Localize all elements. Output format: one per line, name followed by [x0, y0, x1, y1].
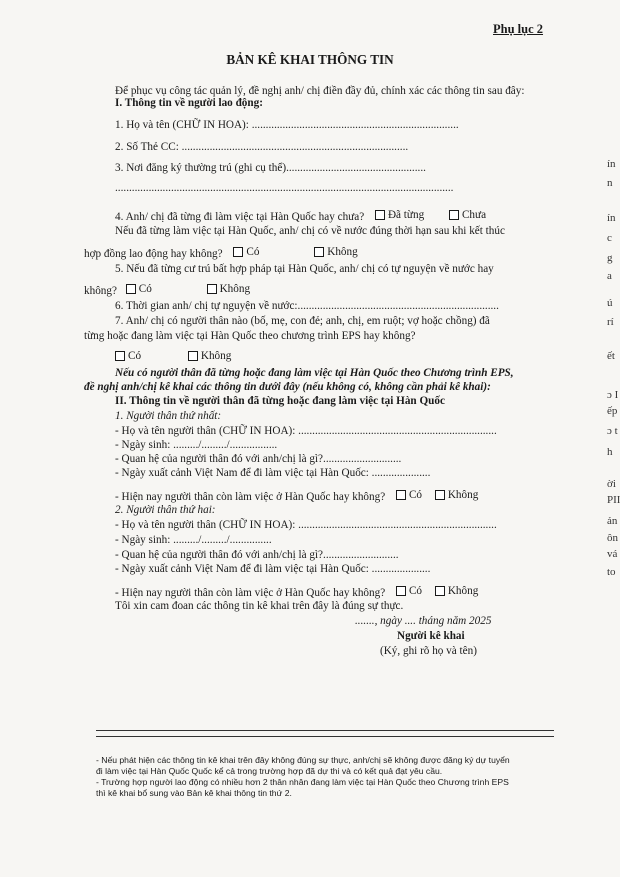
relative1-option-yes[interactable]: Có [396, 488, 422, 502]
relative2-still-working: - Hiện nay người thân còn làm việc ở Hàn Quốc hay không? Có Không [115, 585, 479, 599]
edge-fragment: ín [607, 212, 616, 224]
edge-fragment: ời [607, 478, 616, 490]
edge-fragment: rí [607, 316, 614, 328]
edge-fragment: ếp [607, 405, 618, 417]
footnote-divider [96, 736, 554, 737]
q4-option-no[interactable]: Chưa [449, 208, 486, 222]
checkbox[interactable] [435, 490, 445, 500]
form-title: BẢN KÊ KHAI THÔNG TIN [226, 52, 394, 67]
relative1-dob-field[interactable]: - Ngày sinh: ........./........./................. [115, 439, 278, 451]
q6-return-time-field[interactable]: 6. Thời gian anh/ chị tự nguyện về nước:........................................................................ [115, 300, 499, 312]
edge-fragment: n [607, 177, 613, 189]
note-line1: Nếu có người thân đã từng hoặc đang làm việc tại Hàn Quốc theo Chương trình EPS, [115, 367, 514, 379]
footnote-line3: - Trường hợp người lao động có nhiều hơn 2 thân nhân đang làm việc tại Hàn Quốc theo Chương trình EPS [96, 777, 509, 787]
id-card-field[interactable]: 2. Số Thẻ CC: ................................................................................. [115, 141, 409, 153]
checkbox[interactable] [375, 210, 385, 220]
edge-fragment: ɔ t [607, 425, 618, 437]
edge-fragment: h [607, 446, 613, 458]
relative1-relation-field[interactable]: - Quan hệ của người thân đó với anh/chị là gì?............................ [115, 453, 402, 465]
relative1-label: 1. Người thân thứ nhất: [115, 410, 222, 422]
section2-heading: II. Thông tin về người thân đã từng hoặc đang làm việc tại Hàn Quốc [115, 395, 445, 407]
checkbox[interactable] [435, 586, 445, 596]
edge-fragment: ín [607, 158, 616, 170]
appendix-label: Phụ lục 2 [493, 22, 544, 36]
relative2-option-no[interactable]: Không [435, 584, 478, 598]
full-name-field[interactable]: 1. Họ và tên (CHỮ IN HOA): .......................................................................... [115, 119, 459, 131]
relative2-name-field[interactable]: - Họ và tên người thân (CHỮ IN HOA): ....................................................................... [115, 519, 497, 531]
edge-fragment: ɔ I [607, 389, 619, 401]
q7-option-no[interactable]: Không [188, 349, 231, 363]
edge-fragment: g [607, 252, 613, 264]
signature-date-line[interactable]: ......., ngày .... tháng năm 2025 [355, 615, 492, 627]
q7-line1: 7. Anh/ chị có người thân nào (bố, mẹ, con đẻ; anh, chị, em ruột; vợ hoặc chồng) đã [115, 315, 490, 327]
relative1-still-working: - Hiện nay người thân còn làm việc ở Hàn Quốc hay không? Có Không [115, 489, 479, 503]
q5-line2: không? Có Không [84, 283, 251, 297]
relative1-option-no[interactable]: Không [435, 488, 478, 502]
residence-field-cont[interactable]: ......................................................................................................................... [115, 182, 454, 194]
signature-hint: (Ký, ghi rõ họ và tên) [380, 645, 477, 657]
q5-line1: 5. Nếu đã từng cư trú bất hợp pháp tại Hàn Quốc, anh/ chị có tự nguyện về nước hay [115, 263, 494, 275]
checkbox[interactable] [396, 490, 406, 500]
relative2-option-yes[interactable]: Có [396, 584, 422, 598]
relative2-dob-field[interactable]: - Ngày sinh: ........./........./............... [115, 534, 272, 546]
q7-line2: từng hoặc đang làm việc tại Hàn Quốc theo chương trình EPS hay không? [84, 330, 416, 342]
edge-fragment: c [607, 232, 612, 244]
edge-fragment: ôn [607, 532, 618, 544]
section1-heading: I. Thông tin về người lao động: [115, 97, 263, 109]
checkbox[interactable] [233, 247, 243, 257]
relative2-exit-date-field[interactable]: - Ngày xuất cảnh Việt Nam để đi làm việc tại Hàn Quốc: ..................... [115, 563, 431, 575]
declarant-label: Người kê khai [397, 630, 465, 642]
edge-fragment: ản [607, 515, 618, 527]
intro-text: Để phục vụ công tác quản lý, đề nghị anh/ chị điền đầy đủ, chính xác các thông tin sau đây: [115, 85, 525, 97]
note-line2: đề nghị anh/chị kê khai các thông tin dưới đây (nếu không có, không cần phải kê khai): [84, 381, 491, 393]
q4-worked-in-korea [115, 208, 486, 224]
footnote-divider [96, 730, 554, 731]
checkbox[interactable] [188, 351, 198, 361]
edge-fragment: ú [607, 297, 613, 309]
edge-fragment: vá [607, 548, 618, 560]
q5-option-no[interactable]: Không [207, 282, 250, 296]
edge-fragment: a [607, 270, 612, 282]
q4b-option-yes[interactable]: Có [233, 245, 259, 259]
q4-text: 4. Anh/ chị đã từng đi làm việc tại Hàn Quốc hay chưa? [115, 211, 365, 223]
q4-option-yes[interactable]: Đã từng [375, 208, 424, 222]
relative1-exit-date-field[interactable]: - Ngày xuất cảnh Việt Nam để đi làm việc tại Hàn Quốc: ..................... [115, 467, 431, 479]
checkbox[interactable] [126, 284, 136, 294]
q7-options [115, 349, 231, 365]
relative1-name-field[interactable]: - Họ và tên người thân (CHỮ IN HOA): ....................................................................... [115, 425, 497, 437]
checkbox[interactable] [396, 586, 406, 596]
q4b-option-no[interactable]: Không [314, 245, 357, 259]
checkbox[interactable] [115, 351, 125, 361]
footnote-line1: - Nếu phát hiện các thông tin kê khai trên đây không đúng sự thực, anh/chị sẽ không được đăng ký dự tuyển [96, 755, 510, 765]
q4b-line2: hợp đồng lao động hay không? Có Không [84, 246, 358, 260]
commitment-text: Tôi xin cam đoan các thông tin kê khai trên đây là đúng sự thực. [115, 600, 404, 612]
checkbox[interactable] [314, 247, 324, 257]
checkbox[interactable] [207, 284, 217, 294]
edge-fragment: ết [607, 350, 615, 362]
checkbox[interactable] [449, 210, 459, 220]
q5-option-yes[interactable]: Có [126, 282, 152, 296]
residence-field[interactable]: 3. Nơi đăng ký thường trú (ghi cụ thể).................................................. [115, 162, 426, 174]
relative2-relation-field[interactable]: - Quan hệ của người thân đó với anh/chị là gì?........................... [115, 549, 399, 561]
footnote-line2: đi làm việc tại Hàn Quốc Quốc kể cả trong trường hợp đã dự thi và có kết quả đạt yêu cầu. [96, 766, 443, 776]
footnote-line4: thì kê khai bổ sung vào Bản kê khai thông tin thứ 2. [96, 788, 292, 798]
edge-fragment: PII [607, 494, 620, 506]
edge-fragment: to [607, 566, 616, 578]
q4b-line1: Nếu đã từng làm việc tại Hàn Quốc, anh/ chị có về nước đúng thời hạn sau khi kết thúc [115, 225, 505, 237]
q7-option-yes[interactable]: Có [115, 349, 141, 363]
relative2-label: 2. Người thân thứ hai: [115, 504, 216, 516]
